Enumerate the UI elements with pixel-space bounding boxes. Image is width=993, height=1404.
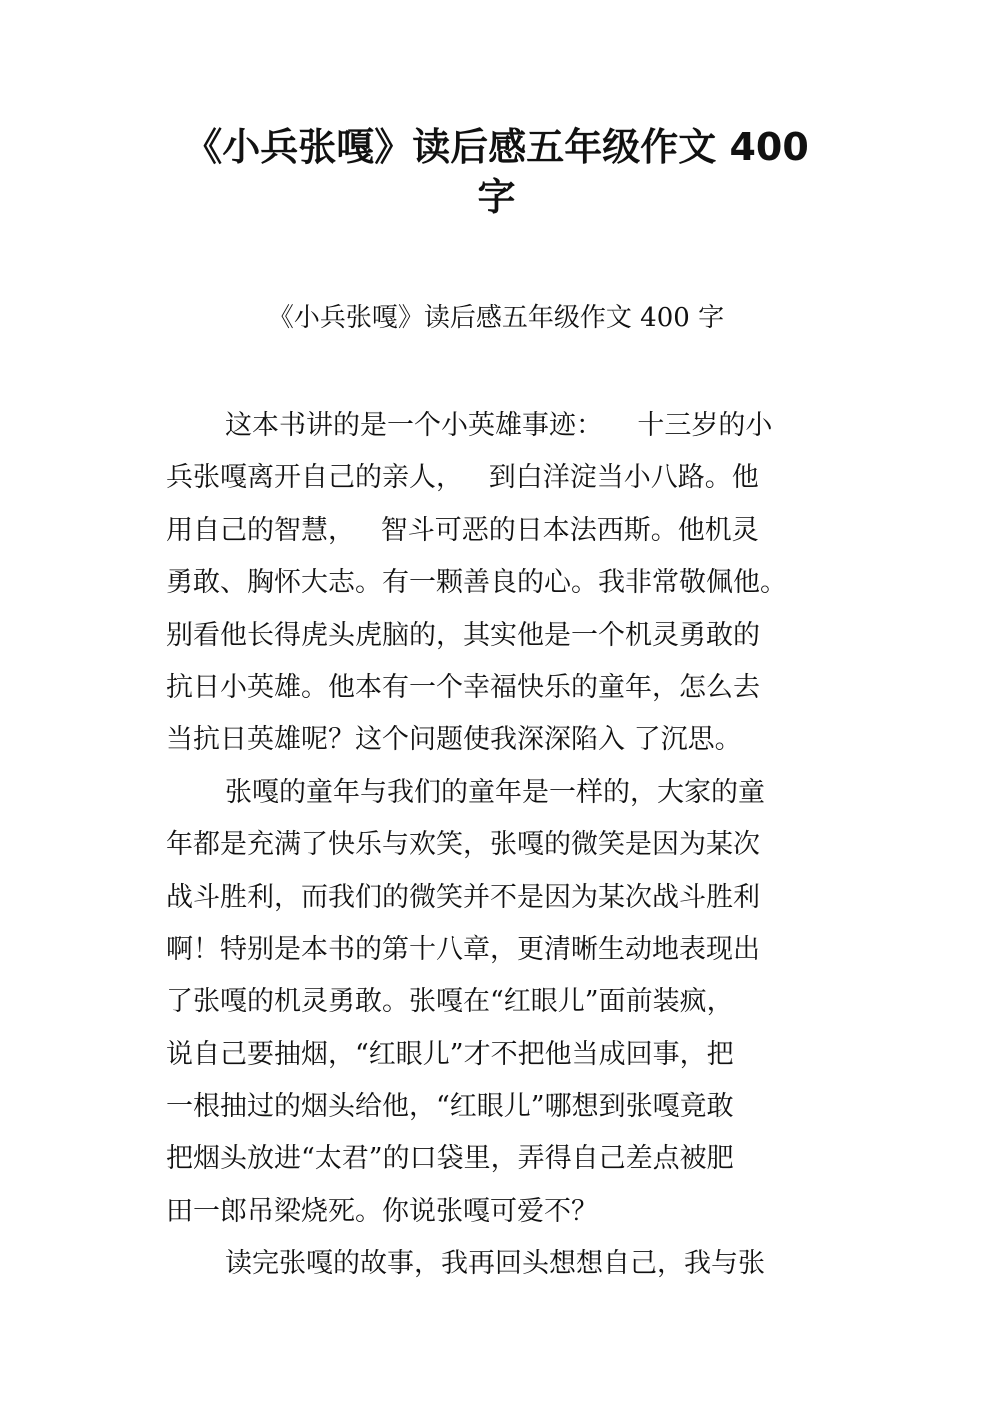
text-line: 用自己的智慧， 智斗可恶的日本法西斯。他机灵: [166, 514, 759, 546]
text-line: 说自己要抽烟，“红眼儿”才不把他当成回事，把: [166, 1038, 734, 1070]
text-line: 勇敢、胸怀大志。有一颗善良的心。我非常敬佩他。: [166, 567, 787, 599]
text-line: 别看他长得虎头虎脑的，其实他是一个机灵勇敢的: [166, 619, 760, 651]
document-subtitle: 《小兵张嘎》读后感五年级作文 400 字: [267, 303, 725, 333]
document-body: [166, 400, 846, 1291]
text-line: 把烟头放进“太君”的口袋里，弄得自己差点被肥: [166, 1143, 734, 1175]
text-line: 这本书讲的是一个小英雄事迹： 十三岁的小: [225, 410, 773, 441]
document-title: [100, 122, 893, 222]
text-line: 年都是充满了快乐与欢笑，张嘎的微笑是因为某次: [166, 829, 760, 861]
text-line: 一根抽过的烟头给他，“红眼儿”哪想到张嘎竟敢: [166, 1091, 734, 1123]
text-line: 啊！特别是本书的第十八章，更清晰生动地表现出: [166, 933, 760, 965]
text-line: 兵张嘎离开自己的亲人， 到白洋淀当小八路。他: [166, 462, 759, 494]
title-line-2: 字: [477, 175, 516, 219]
text-line: 当抗日英雄呢？这个问题使我深深陷入 了沉思。: [166, 724, 742, 756]
text-line: 读完张嘎的故事，我再回头想想自己，我与张: [225, 1248, 765, 1280]
title-line-1: 《小兵张嘎》读后感五年级作文 400: [184, 125, 809, 169]
text-line: 田一郎吊梁烧死。你说张嘎可爱不？: [166, 1195, 598, 1227]
text-line: 张嘎的童年与我们的童年是一样的，大家的童: [225, 776, 765, 808]
text-line: 战斗胜利，而我们的微笑并不是因为某次战斗胜利: [166, 881, 760, 913]
text-line: 了张嘎的机灵勇敢。张嘎在“红眼儿”面前装疯，: [166, 986, 734, 1018]
text-line: 抗日小英雄。他本有一个幸福快乐的童年，怎么去: [166, 671, 760, 703]
